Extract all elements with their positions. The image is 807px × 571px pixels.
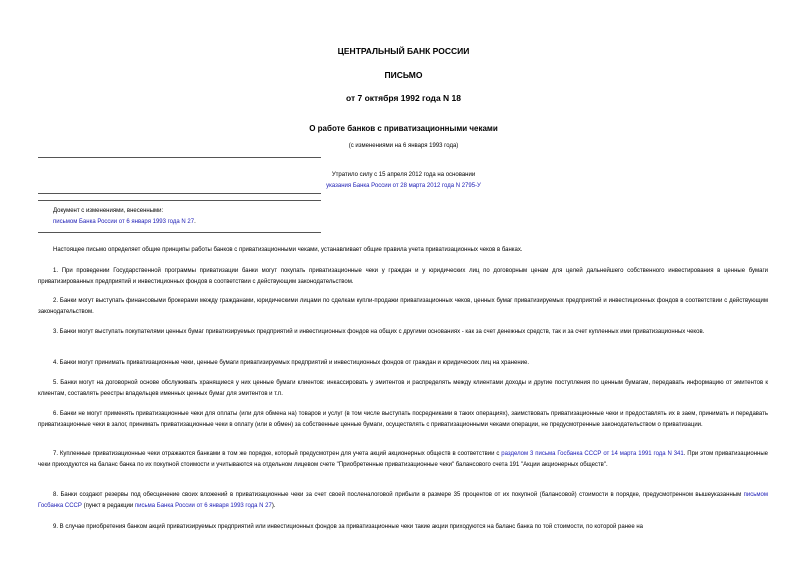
paragraph-6: 6. Банки не могут применять приватизационные чеки для оплаты (или для обмена на) товаров и услуг (в том числе выступать посредниками в таких операциях), заимствовать приватизационные чеки и предоставлять их в заем, принимать и передавать приватизационные чеки в залог, принимать приватизационные чеки в оплату (или в обмен) за собственные ценные бумаги, осуществлять с приватизационными чеками операции, не предусмотренные законодательством о приватизации. (38, 411, 768, 428)
amendments-note-end: . (194, 219, 196, 225)
paragraph-3: 3. Банки могут выступать покупателями ценных бумаг приватизируемых предприятий и инвестиционных фондов на общих с другими основаниях - как за счет денежных средств, так и за счет купленных ими приватизационных чеков. (53, 329, 705, 335)
amendments-note (53, 206, 196, 228)
paragraph-intro: Настоящее письмо определяет общие принципы работы банков с приватизационными чеками, устанавливает общие правила учета приватизационных чеков в банках. (53, 247, 523, 253)
lost-force-link[interactable]: указания Банка России от 28 марта 2012 года N 2795-У (326, 183, 481, 189)
divider (38, 200, 321, 201)
paragraph-4: 4. Банки могут принимать приватизационные чеки, ценные бумаги приватизируемых предприятий и инвестиционных фондов от граждан и юридических лиц на хранение. (53, 360, 529, 366)
bank-of-russia-letter-27-link[interactable]: письма Банка России от 6 января 1993 года N 27 (134, 503, 272, 509)
gosbank-letter-link[interactable]: письмом Госбанка СССР (38, 492, 768, 509)
lost-force-text: Утратило силу с 15 апреля 2012 года на основании (331, 172, 476, 178)
amendment-link[interactable]: письмом Банка России от 6 января 1993 года N 27 (53, 219, 195, 225)
amendment-note: (с изменениями на 6 января 1993 года) (348, 143, 459, 149)
paragraph-9: 9. В случае приобретения банком акций приватизируемых предприятий или инвестиционных фондов за приватизационные чеки такие акции приходуются на баланс банка по той стоимости, по которой ранее на (53, 524, 644, 530)
doc-type-heading: ПИСЬМО (384, 70, 423, 80)
divider (38, 193, 321, 194)
lost-force-note (0, 170, 807, 192)
paragraph-2: 2. Банки могут выступать финансовыми брокерами между гражданами, юридическими лицами по сделкам купли-продажи приватизационных чеков, ценных бумаг приватизируемых предприятий и инвестиционных фондов в соответствии с действующим законодательством. (38, 298, 768, 315)
paragraph-7-text-b: . При этом приватизационные чеки приходуются на баланс банка по их покупной стоимости и учитываются на отдельном лицевом счете "Приобретенные приватизационные чеки" балансового счета 191 "Акции акционерных обществ". (38, 451, 768, 468)
paragraph-8 (38, 490, 768, 512)
org-heading: ЦЕНТРАЛЬНЫЙ БАНК РОССИИ (337, 46, 470, 56)
paragraph-5: 5. Банки могут на договорной основе обслуживать хранящиеся у них ценные бумаги клиентов: инкассировать у эмитентов и распределять между клиентами доходы и другие поступления по ценным бумагам, передавать информацию от эмитентов к клиентам, составлять реестры владельцев именных ценных бумаг для эмитентов и т.п. (38, 380, 768, 397)
document-title: О работе банков с приватизационными чеками (309, 124, 498, 133)
paragraph-8-text-a: 8. Банки создают резервы под обесценение своих вложений в приватизационные чеки за счет своей посленалоговой прибыли в размере 35 процентов от их покупной (балансовой) стоимости в порядке, предусмотренном вышеуказанным (53, 492, 744, 498)
paragraph-7 (38, 449, 768, 471)
amendments-note-text: Документ с изменениями, внесенными: (53, 208, 164, 214)
paragraph-7-text-a: 7. Купленные приватизационные чеки отражаются банками в том же порядке, который предусмотрен для учета акций акционерных обществ в соответствии с (53, 451, 502, 457)
divider (38, 232, 321, 233)
paragraph-1: 1. При проведении Государственной программы приватизации банки могут покупать приватизационные чеки у граждан и у юридических лиц по договорным ценам для целей дальнейшего собственного инвестирования в ценные бумаги приватизированных предприятий и инвестиционных фондов в соответствии с действующим законодательством. (38, 268, 768, 285)
divider (38, 157, 321, 158)
date-number-heading: от 7 октября 1992 года N 18 (345, 93, 462, 103)
paragraph-8-text-b: (пункт в редакции (81, 503, 135, 509)
paragraph-8-text-c: ). (271, 503, 276, 509)
gosbank-letter-341-link[interactable]: разделом 3 письма Госбанка СССР от 14 марта 1991 года N 341 (501, 451, 684, 457)
